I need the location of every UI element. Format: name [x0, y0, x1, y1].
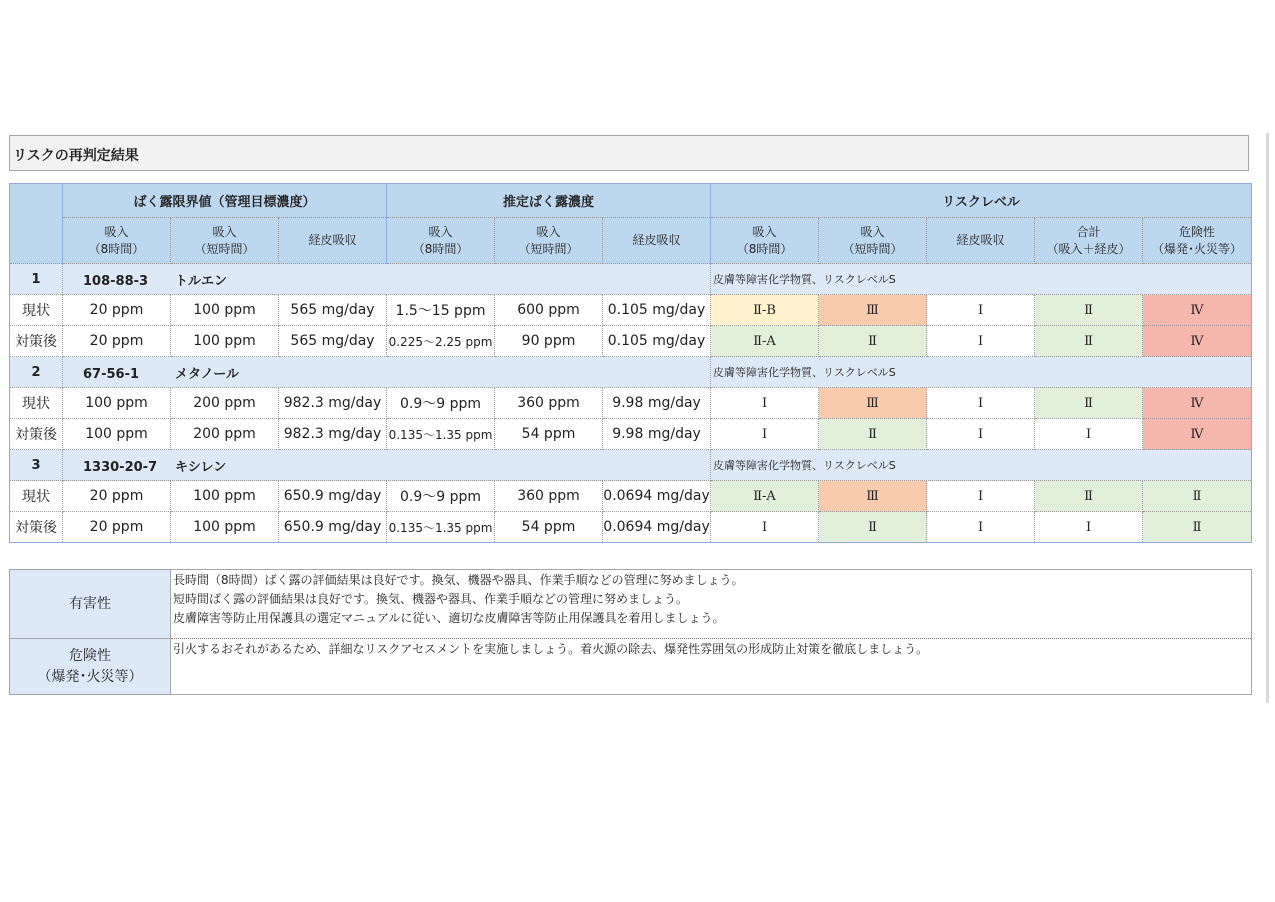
row-label: 対策後	[10, 512, 63, 543]
value-cell: 100 ppm	[171, 326, 279, 357]
header-col-label: 吸入	[752, 224, 777, 239]
table-row	[10, 326, 1252, 357]
value-cell: 0.135～1.35 ppm	[387, 419, 495, 450]
value-cell: 0.0694 mg/day	[603, 512, 711, 543]
header-col-label: 危険性	[1179, 224, 1216, 239]
risk-level-badge	[1035, 481, 1143, 512]
risk-level-text: Ⅰ	[1085, 520, 1092, 535]
harm-line: 長時間（8時間）ばく露の評価結果は良好です。換気、機器や器具、作業手順などの管理に努めましょう。	[173, 573, 744, 587]
harm-line: 皮膚障害等防止用保護具の選定マニュアルに従い、適切な皮膚障害等防止用保護具を着用しましょう。	[173, 611, 725, 625]
risk-level-badge	[927, 481, 1035, 512]
value-cell: 650.9 mg/day	[279, 481, 387, 512]
risk-level-text: Ⅰ	[761, 520, 768, 535]
risk-level-badge	[1143, 419, 1252, 450]
value-cell: 9.98 mg/day	[603, 419, 711, 450]
risk-level-text: Ⅲ	[866, 396, 879, 411]
table-row	[10, 388, 1252, 419]
risk-level-text: Ⅲ	[866, 303, 879, 318]
value-cell: 90 ppm	[495, 326, 603, 357]
hazard-label-sub: （爆発･火災等）	[37, 668, 143, 685]
risk-level-text: Ⅱ	[1084, 334, 1093, 349]
advice-table	[9, 569, 1252, 695]
risk-level-text: Ⅱ	[868, 520, 877, 535]
risk-level-badge	[711, 295, 819, 326]
table-row	[10, 481, 1252, 512]
risk-level-text: Ⅰ	[977, 427, 984, 442]
value-cell: 20 ppm	[63, 481, 171, 512]
risk-level-text: Ⅰ	[977, 520, 984, 535]
risk-level-text: Ⅳ	[1190, 334, 1204, 349]
value-cell: 0.0694 mg/day	[603, 481, 711, 512]
risk-level-badge	[1035, 388, 1143, 419]
section-title-bar	[9, 135, 1249, 171]
hazard-label	[10, 639, 171, 695]
row-label: 対策後	[10, 419, 63, 450]
risk-level-badge	[927, 388, 1035, 419]
header-col-label: 経皮吸収	[308, 233, 357, 247]
risk-level-badge	[1035, 512, 1143, 543]
row-label: 現状	[10, 388, 63, 419]
risk-level-badge	[711, 388, 819, 419]
value-cell: 600 ppm	[495, 295, 603, 326]
risk-level-text: Ⅱ-B	[753, 303, 776, 318]
risk-level-text: Ⅱ	[1192, 489, 1202, 504]
risk-level-badge	[927, 512, 1035, 543]
table-row	[10, 295, 1252, 326]
substance-note: 皮膚等障害化学物質、リスクレベルS	[711, 264, 1252, 295]
risk-level-text: Ⅱ	[1084, 303, 1093, 318]
value-cell: 100 ppm	[171, 512, 279, 543]
value-cell: 982.3 mg/day	[279, 419, 387, 450]
risk-level-text: Ⅰ	[977, 489, 984, 504]
risk-level-badge	[819, 419, 927, 450]
substance-header-row	[10, 357, 1252, 388]
risk-level-badge	[711, 419, 819, 450]
header-col-label: 吸入	[212, 224, 237, 239]
risk-level-text: Ⅰ	[977, 396, 984, 411]
substance-note: 皮膚等障害化学物質、リスクレベルS	[711, 450, 1252, 481]
value-cell: 1.5～15 ppm	[387, 295, 495, 326]
risk-level-badge	[819, 481, 927, 512]
harm-text	[171, 570, 1252, 639]
risk-level-badge	[927, 326, 1035, 357]
value-cell: 9.98 mg/day	[603, 388, 711, 419]
header-col-5	[603, 218, 711, 264]
substance-identity	[63, 357, 711, 388]
substance-identity	[63, 450, 711, 481]
header-risk-level: リスクレベル	[711, 184, 1252, 218]
value-cell: 0.135～1.35 ppm	[387, 512, 495, 543]
risk-level-text: Ⅱ	[868, 427, 877, 442]
value-cell: 20 ppm	[63, 295, 171, 326]
value-cell: 0.225～2.25 ppm	[387, 326, 495, 357]
header-col-sublabel: （8時間）	[88, 241, 145, 256]
header-estimated-exposure: 推定ばく露濃度	[387, 184, 711, 218]
value-cell: 360 ppm	[495, 388, 603, 419]
risk-level-text: Ⅳ	[1190, 427, 1204, 442]
value-cell: 20 ppm	[63, 326, 171, 357]
risk-level-badge	[819, 388, 927, 419]
header-row-groups	[10, 184, 1252, 218]
substance-header-row	[10, 264, 1252, 295]
value-cell: 0.9～9 ppm	[387, 388, 495, 419]
risk-level-badge	[819, 512, 927, 543]
header-col-9	[1035, 218, 1143, 264]
substance-note: 皮膚等障害化学物質、リスクレベルS	[711, 357, 1252, 388]
value-cell: 0.105 mg/day	[603, 326, 711, 357]
advice-row-hazard	[10, 639, 1252, 695]
header-col-4	[495, 218, 603, 264]
value-cell: 20 ppm	[63, 512, 171, 543]
value-cell: 54 ppm	[495, 419, 603, 450]
value-cell: 100 ppm	[63, 388, 171, 419]
header-col-sublabel: （爆発･火災等）	[1152, 241, 1243, 256]
header-col-7	[819, 218, 927, 264]
substance-number: 3	[10, 450, 63, 481]
hazard-label-main: 危険性	[69, 647, 111, 664]
header-col-sublabel: （8時間）	[736, 241, 793, 256]
substance-number: 1	[10, 264, 63, 295]
risk-level-badge	[819, 326, 927, 357]
risk-level-text: Ⅱ	[868, 334, 877, 349]
value-cell: 0.105 mg/day	[603, 295, 711, 326]
value-cell: 100 ppm	[63, 419, 171, 450]
cas-number: 1330-20-7	[83, 459, 158, 475]
value-cell: 565 mg/day	[279, 295, 387, 326]
header-col-sublabel: （短時間）	[194, 241, 255, 256]
risk-level-text: Ⅱ-A	[753, 489, 776, 504]
header-col-6	[711, 218, 819, 264]
row-label: 現状	[10, 295, 63, 326]
risk-level-text: Ⅱ	[1192, 520, 1202, 535]
value-cell: 100 ppm	[171, 481, 279, 512]
risk-level-badge	[1143, 388, 1252, 419]
risk-level-badge	[1143, 295, 1252, 326]
value-cell: 100 ppm	[171, 295, 279, 326]
risk-level-badge	[1143, 512, 1252, 543]
risk-level-badge	[711, 481, 819, 512]
risk-level-badge	[711, 326, 819, 357]
header-col-3	[387, 218, 495, 264]
header-col-label: 吸入	[104, 224, 129, 239]
value-cell: 982.3 mg/day	[279, 388, 387, 419]
cas-number: 108-88-3	[83, 273, 149, 289]
hazard-text: 引火するおそれがあるため、詳細なリスクアセスメントを実施しましょう。着火源の除去、爆発性雰囲気の形成防止対策を徹底しましょう。	[171, 639, 1252, 695]
row-label: 対策後	[10, 326, 63, 357]
cas-number: 67-56-1	[83, 366, 140, 382]
header-corner	[10, 184, 63, 264]
header-col-label: 吸入	[428, 224, 453, 239]
risk-table	[9, 183, 1252, 543]
risk-level-badge	[927, 419, 1035, 450]
risk-level-badge	[1143, 326, 1252, 357]
risk-level-badge	[1035, 326, 1143, 357]
risk-level-badge	[1035, 419, 1143, 450]
value-cell: 565 mg/day	[279, 326, 387, 357]
substance-name: トルエン	[175, 273, 228, 289]
header-col-label: 吸入	[860, 224, 885, 239]
header-col-10	[1143, 218, 1252, 264]
header-col-0	[63, 218, 171, 264]
harm-label: 有害性	[10, 570, 171, 639]
scrollbar-track[interactable]	[1266, 133, 1269, 703]
header-col-label: 合計	[1076, 224, 1101, 239]
header-row-columns	[10, 218, 1252, 264]
value-cell: 0.9～9 ppm	[387, 481, 495, 512]
risk-level-text: Ⅰ	[761, 427, 768, 442]
header-col-label: 経皮吸収	[632, 233, 681, 247]
risk-level-text: Ⅳ	[1190, 303, 1204, 318]
header-col-sublabel: （短時間）	[518, 241, 579, 256]
header-col-label: 経皮吸収	[956, 233, 1005, 247]
value-cell: 360 ppm	[495, 481, 603, 512]
header-col-8	[927, 218, 1035, 264]
risk-level-text: Ⅰ	[977, 303, 984, 318]
harm-line: 短時間ばく露の評価結果は良好です。換気、機器や器具、作業手順などの管理に努めましょう。	[173, 592, 689, 606]
page-title: リスクの再判定結果	[13, 148, 139, 164]
advice-row-harm	[10, 570, 1252, 639]
substance-name: キシレン	[175, 459, 227, 475]
risk-level-text: Ⅲ	[866, 489, 879, 504]
value-cell: 54 ppm	[495, 512, 603, 543]
table-row	[10, 512, 1252, 543]
header-col-sublabel: （8時間）	[412, 241, 469, 256]
value-cell: 200 ppm	[171, 419, 279, 450]
value-cell: 650.9 mg/day	[279, 512, 387, 543]
table-row	[10, 419, 1252, 450]
header-exposure-limit: ばく露限界値（管理目標濃度）	[63, 184, 387, 218]
risk-level-text: Ⅳ	[1190, 396, 1204, 411]
risk-level-badge	[927, 295, 1035, 326]
row-label: 現状	[10, 481, 63, 512]
risk-level-text: Ⅱ	[1084, 489, 1093, 504]
risk-level-badge	[1035, 295, 1143, 326]
risk-level-badge	[819, 295, 927, 326]
risk-level-text: Ⅱ	[1084, 396, 1093, 411]
risk-level-text: Ⅰ	[1085, 427, 1092, 442]
header-col-sublabel: （短時間）	[842, 241, 903, 256]
header-col-sublabel: （吸入＋経皮）	[1046, 241, 1131, 256]
risk-level-badge	[711, 512, 819, 543]
risk-level-badge	[1143, 481, 1252, 512]
substance-name: メタノール	[175, 366, 239, 382]
header-col-1	[171, 218, 279, 264]
header-col-label: 吸入	[536, 224, 561, 239]
substance-identity	[63, 264, 711, 295]
header-col-2	[279, 218, 387, 264]
value-cell: 200 ppm	[171, 388, 279, 419]
risk-level-text: Ⅰ	[977, 334, 984, 349]
substance-number: 2	[10, 357, 63, 388]
risk-level-text: Ⅱ-A	[753, 334, 776, 349]
risk-level-text: Ⅰ	[761, 396, 768, 411]
substance-header-row	[10, 450, 1252, 481]
